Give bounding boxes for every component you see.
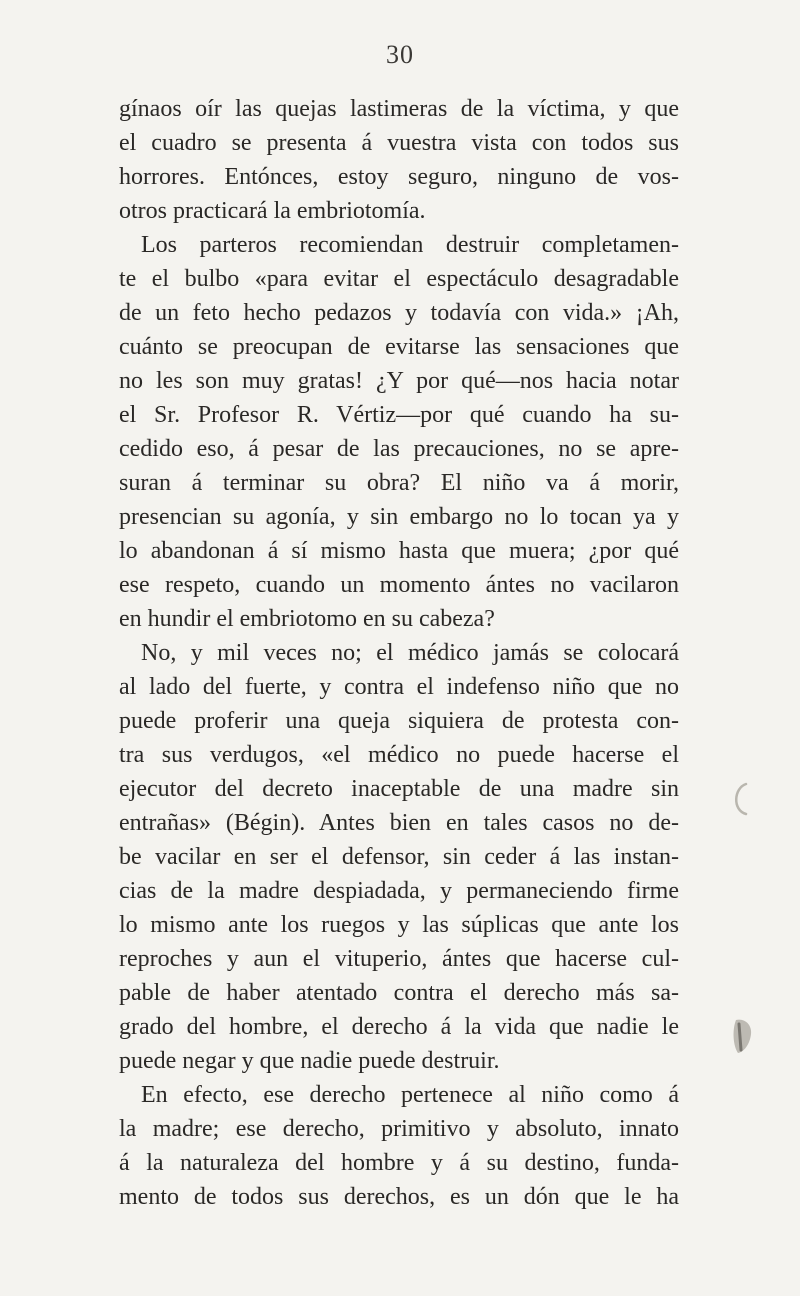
text-line: pable de haber atentado contra el derecho más sa-	[119, 980, 679, 1006]
page-number: 30	[386, 40, 414, 69]
text-line: puede negar y que nadie puede destruir.	[119, 1048, 500, 1074]
text-line: cias de la madre despiadada, y permaneciendo firme	[119, 878, 679, 904]
text-line: en hundir el embriotomo en su cabeza?	[119, 606, 495, 632]
text-line: ese respeto, cuando un momento ántes no vacilaron	[119, 572, 679, 598]
text-line: puede proferir una queja siquiera de protesta con-	[119, 708, 679, 734]
text-line: grado del hombre, el derecho á la vida que nadie le	[119, 1014, 679, 1040]
text-line: mento de todos sus derechos, es un dón que le ha	[119, 1184, 679, 1210]
margin-ink-blot	[730, 1016, 756, 1056]
text-line: la madre; ese derecho, primitivo y absoluto, innato	[119, 1116, 679, 1142]
text-line: no les son muy gratas! ¿Y por qué—nos hacia notar	[119, 368, 679, 394]
text-line: otros practicará la embriotomía.	[119, 198, 426, 224]
text-line: cuánto se preocupan de evitarse las sensaciones que	[119, 334, 679, 360]
text-line: presencian su agonía, y sin embargo no lo tocan ya y	[119, 504, 679, 530]
text-line: gínaos oír las quejas lastimeras de la víctima, y que	[119, 96, 679, 122]
paragraph-start-line: No, y mil veces no; el médico jamás se colocará	[141, 640, 679, 666]
text-line: tra sus verdugos, «el médico no puede hacerse el	[119, 742, 679, 768]
text-line: cedido eso, á pesar de las precauciones, no se apre-	[119, 436, 679, 462]
text-line: lo mismo ante los ruegos y las súplicas que ante los	[119, 912, 679, 938]
paragraph-start-line: Los parteros recomiendan destruir completamen-	[141, 232, 679, 258]
text-line: al lado del fuerte, y contra el indefenso niño que no	[119, 674, 679, 700]
margin-bracket-mark	[726, 782, 750, 816]
text-line: el Sr. Profesor R. Vértiz—por qué cuando ha su-	[119, 402, 679, 428]
text-line: suran á terminar su obra? El niño va á morir,	[119, 470, 679, 496]
text-line: de un feto hecho pedazos y todavía con vida.» ¡Ah,	[119, 300, 679, 326]
text-line: ejecutor del decreto inaceptable de una madre sin	[119, 776, 679, 802]
text-line: be vacilar en ser el defensor, sin ceder á las instan-	[119, 844, 679, 870]
text-line: te el bulbo «para evitar el espectáculo desagradable	[119, 266, 679, 292]
text-line: á la naturaleza del hombre y á su destino, funda-	[119, 1150, 679, 1176]
text-line: lo abandonan á sí mismo hasta que muera; ¿por qué	[119, 538, 679, 564]
text-line: entrañas» (Bégin). Antes bien en tales casos no de-	[119, 810, 679, 836]
body-text	[119, 92, 679, 1214]
text-line: horrores. Entónces, estoy seguro, ninguno de vos-	[119, 164, 679, 190]
paragraph-start-line: En efecto, ese derecho pertenece al niño como á	[141, 1082, 679, 1108]
text-line: reproches y aun el vituperio, ántes que hacerse cul-	[119, 946, 679, 972]
text-line: el cuadro se presenta á vuestra vista con todos sus	[119, 130, 679, 156]
